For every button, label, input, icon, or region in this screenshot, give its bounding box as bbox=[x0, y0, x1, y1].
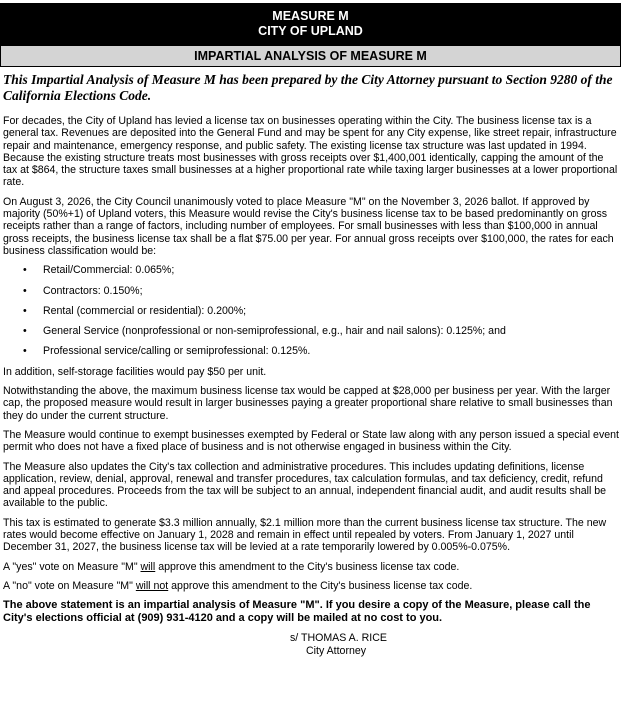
yes-vote-emphasis: will bbox=[140, 560, 156, 573]
bullet-icon: • bbox=[23, 264, 27, 277]
list-item bbox=[3, 345, 619, 357]
no-vote-statement: A "no" vote on Measure "M" will not approve this amendment to the City's business license tax code. bbox=[3, 579, 473, 592]
bullet-icon: • bbox=[23, 345, 27, 358]
paragraph-cap: Notwithstanding the above, the maximum business license tax would be capped at $28,000 per business per year. With the larger cap, the proposed measure would result in larger businesses paying a greater proportional share relative to small businesses than they do under the current structure. bbox=[3, 385, 613, 422]
bullet-icon: • bbox=[23, 325, 27, 338]
analysis-body bbox=[3, 115, 619, 657]
list-item bbox=[3, 264, 619, 276]
rate-item-text: General Service (nonprofessional or non-semiprofessional, e.g., hair and nail salons): 0.125%; and bbox=[43, 325, 506, 338]
list-item bbox=[3, 285, 619, 297]
analysis-title-bar: IMPARTIAL ANALYSIS OF MEASURE M bbox=[0, 45, 621, 67]
paragraph-revenue: This tax is estimated to generate $3.3 million annually, $2.1 million more than the current business license tax structure. The new rates would become effective on January 1, 2028 and remain in effect until repealed by voters. From January 1, 2027 until December 31, 2027, the business license tax will be levied at a rate temporarily lowered by 0.005%-0.075%. bbox=[3, 516, 607, 554]
header-line-1: MEASURE M bbox=[272, 9, 349, 23]
paragraph-history: For decades, the City of Upland has levied a license tax on businesses operating within the City. The business license tax is a general tax. Revenues are deposited into the General Fund and may be spent for any City expense, like street repair, infrastructure repair and maintenance, emergency response, and public safety. The existing license tax structure was last updated in 1994. Because the existing structure treats most businesses with gross receipts over $1,400,001 identically, capping the amount of the tax at $864, the structure taxes small businesses at a higher proportional rate while taxing larger businesses at a lower proportional rate. bbox=[3, 115, 618, 189]
paragraph-self-storage: In addition, self-storage facilities would pay $50 per unit. bbox=[3, 365, 267, 378]
list-item bbox=[3, 305, 619, 317]
paragraph-procedures: The Measure also updates the City's tax collection and administrative procedures. This includes updating definitions, license application, review, denial, approval, renewal and transfer procedures, tax calculation formulas, and tax deficiency, credit, refund and appeal procedures. Proceeds from the tax will be subject to an annual, independent financial audit, and audit results shall be available to the public. bbox=[3, 460, 607, 510]
closing-statement: The above statement is an impartial analysis of Measure "M". If you desire a copy of the Measure, please call the City's elections official at (909) 931-4120 and a copy will be mailed at no cost to you. bbox=[3, 599, 591, 625]
paragraph-council-vote: On August 3, 2026, the City Council unanimously voted to place Measure "M" on the November 3, 2026 ballot. If approved by majority (50%+1) of Upland voters, this Measure would revise the City's business license tax to be based predominantly on gross receipts rather than a range of factors, including number of employees. For small businesses with less than $100,000 in annual gross receipts, the business license tax shall be a flat $75.00 per year. For annual gross receipts over $100,000, the rates for each business classification would be: bbox=[3, 195, 614, 257]
no-vote-emphasis: will not bbox=[135, 579, 169, 592]
bullet-icon: • bbox=[23, 304, 27, 317]
yes-vote-statement: A "yes" vote on Measure "M" will approve this amendment to the City's business license tax code. bbox=[3, 560, 460, 573]
signature-name: s/ THOMAS A. RICE bbox=[290, 632, 387, 645]
list-item bbox=[3, 325, 619, 337]
rate-item-text: Professional service/calling or semiprofessional: 0.125%. bbox=[43, 345, 311, 358]
rate-item-text: Contractors: 0.150%; bbox=[43, 284, 143, 297]
measure-header bbox=[0, 3, 621, 45]
header-line-2: CITY OF UPLAND bbox=[258, 24, 363, 38]
signature-title: City Attorney bbox=[306, 644, 367, 657]
rate-item-text: Retail/Commercial: 0.065%; bbox=[43, 264, 175, 277]
intro-statement: This Impartial Analysis of Measure M has been prepared by the City Attorney pursuant to Section 9280 of the California Elections Code. bbox=[3, 72, 613, 103]
paragraph-exemptions: The Measure would continue to exempt businesses exempted by Federal or State law along with any person issued a special event permit who does not have a fixed place of business and is not otherwise engaged in business within the City. bbox=[3, 428, 619, 454]
signature-block bbox=[290, 632, 619, 657]
bullet-icon: • bbox=[23, 284, 27, 297]
rate-item-text: Rental (commercial or residential): 0.200%; bbox=[43, 304, 247, 317]
rate-list bbox=[3, 264, 619, 357]
